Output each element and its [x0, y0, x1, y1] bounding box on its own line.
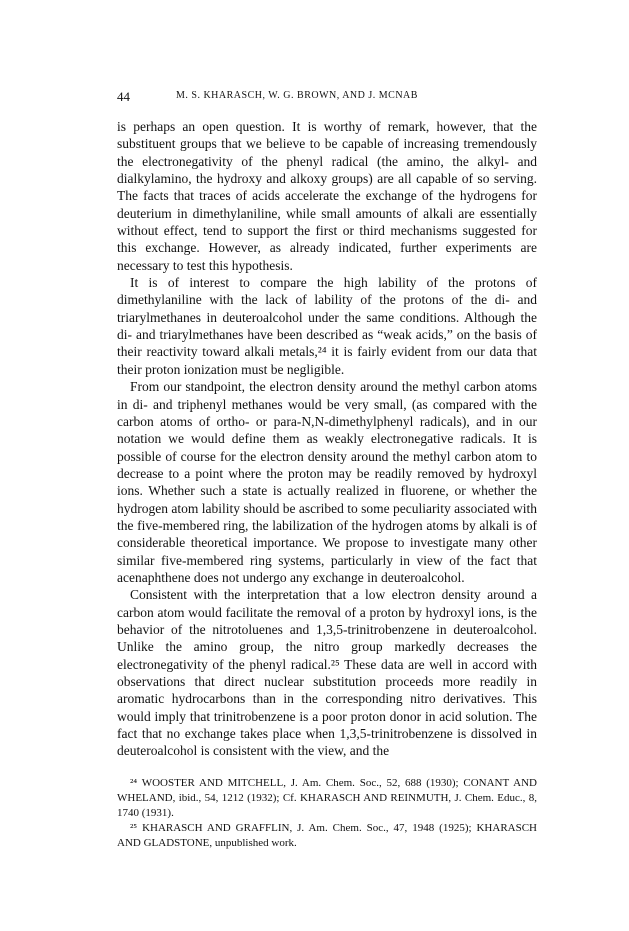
- footnote-25: ²⁵ KHARASCH AND GRAFFLIN, J. Am. Chem. Soc., 47, 1948 (1925); KHARASCH AND GLADSTONE, unpublished work.: [117, 822, 537, 849]
- footnotes: [117, 776, 537, 851]
- paragraph: Consistent with the interpretation that a low electron density around a carbon atom would facilitate the removal of a proton by hydroxyl ions, is the behavior of the nitrotoluenes and 1,3,5-trinitrobenzene in deuteroalcohol. Unlike the amino group, the nitro group markedly decreases the electronegativity of the phenyl radical.²⁵ These data are well in accord with observations that direct nuclear substitution proceeds more readily in aromatic hydrocarbons than in the corresponding nitro derivatives. This would imply that trinitrobenzene is a poor proton donor in acid solution. The fact that no exchange takes place when 1,3,5-trinitrobenzene is dissolved in deuteroalcohol is consistent with the view, and the: [117, 587, 537, 759]
- footnote-24: ²⁴ WOOSTER AND MITCHELL, J. Am. Chem. Soc., 52, 688 (1930); CONANT AND WHELAND, ibid., 54, 1212 (1932); Cf. KHARASCH AND REINMUTH, J. Chem. Educ., 8, 1740 (1931).: [117, 777, 537, 819]
- running-head: M. S. KHARASCH, W. G. BROWN, AND J. MCNAB: [176, 90, 418, 101]
- paragraph: From our standpoint, the electron density around the methyl carbon atoms in di- and triphenyl methanes would be very small, (as compared with the carbon atoms of ortho- or para-N,N-dimethylphenyl radicals), and in our notation we would define them as weakly electronegative radicals. It is possible of course for the electron density around the methyl carbon atom to decrease to a point where the proton may be readily removed by hydroxyl ions. Whether such a state is actually realized in fluorene, or whether the hydrogen atom lability should be ascribed to some peculiarity associated with the five-membered ring, the labilization of the hydrogen atoms by alkali is of considerable theoretical importance. We propose to investigate many other similar five-membered ring systems, particularly in view of the fact that acenaphthene does not undergo any exchange in deuteroalcohol.: [117, 379, 537, 585]
- body-text: [117, 118, 537, 760]
- paragraph: It is of interest to compare the high lability of the protons of dimethylaniline with the lack of lability of the protons of the di- and triarylmethanes in deuteroalcohol under the same conditions. Although the di- and triarylmethanes have been described as “weak acids,” on the basis of their reactivity toward alkali metals,²⁴ it is fairly evident from our data that their proton ionization must be negligible.: [117, 275, 537, 377]
- paragraph: is perhaps an open question. It is worthy of remark, however, that the substituent groups that we believe to be capable of increasing tremendously the electronegativity of the phenyl radical (the amino, the alkyl- and dialkylamino, the hydroxy and alkoxy groups) are all capable of so serving. The facts that traces of acids accelerate the exchange of the hydrogens for deuterium in dimethylaniline, while small amounts of alkali are essentially without effect, tend to support the first or third mechanisms suggested for this exchange. However, as already indicated, further experiments are necessary to test this hypothesis.: [117, 119, 537, 273]
- page-number: 44: [117, 89, 130, 104]
